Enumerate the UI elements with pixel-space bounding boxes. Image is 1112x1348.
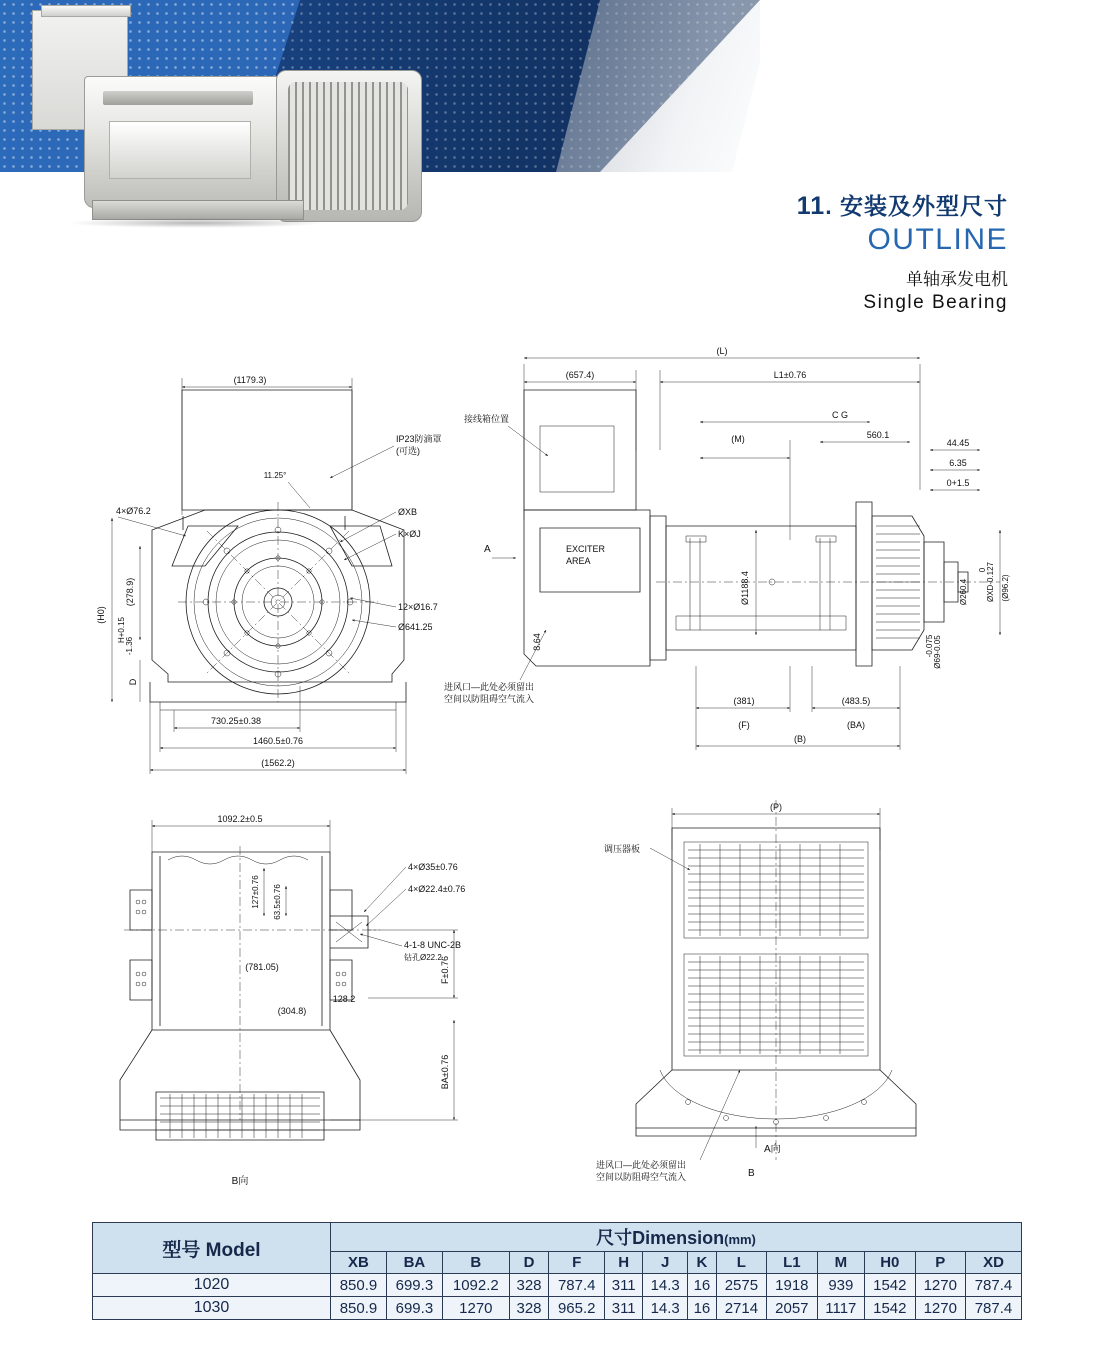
front-view [96, 375, 442, 774]
dim-h-upper: H+0.15 [117, 616, 126, 644]
generator-photo [26, 4, 426, 244]
table-header-row-1 [93, 1223, 1022, 1252]
label-641: Ø641.25 [398, 622, 433, 632]
cell-1020-l1: 1918 [767, 1274, 817, 1297]
outline-drawing-svg [0, 330, 1112, 1220]
side-view [444, 346, 1010, 750]
dim-657: (657.4) [565, 370, 595, 380]
subtitle-cn: 单轴承发电机 [906, 270, 1008, 289]
col-xd: XD [966, 1252, 1022, 1274]
col-j: J [643, 1252, 688, 1274]
dim-015: 0+1.5 [946, 478, 970, 488]
dim-1282: 128.2 [332, 994, 356, 1004]
cell-1020-m: 939 [817, 1274, 865, 1297]
cell-1030-xb: 850.9 [331, 1297, 387, 1320]
label-angle: 11.25° [263, 471, 287, 480]
dim-1092: 1092.2±0.5 [217, 814, 263, 824]
col-l: L [716, 1252, 766, 1274]
dim-1188: Ø1188.4 [740, 571, 750, 605]
dim-962: (Ø96.2) [1001, 574, 1010, 602]
dim-F-top: F±0.76 [440, 956, 450, 984]
cell-1030-b: 1270 [442, 1297, 509, 1320]
dimension-table [92, 1222, 1022, 1320]
cell-1020-f: 787.4 [549, 1274, 605, 1297]
label-A-arrow: A [484, 544, 491, 555]
dim-4445: 44.45 [946, 438, 970, 448]
subtitle-en: Single Bearing [863, 292, 1008, 313]
col-k: K [688, 1252, 717, 1274]
label-B-direction: B向 [231, 1176, 249, 1187]
cell-1020-xd: 787.4 [966, 1274, 1022, 1297]
header-dimension-text: 尺寸Dimension [596, 1228, 725, 1248]
rear-view [596, 800, 916, 1182]
note-inlet-2: 空间以防阻碍空气流入 [444, 694, 535, 704]
technical-drawing-area [0, 330, 1112, 1220]
header-model: 型号 Model [93, 1223, 331, 1274]
cell-1030-xd: 787.4 [966, 1297, 1022, 1320]
cell-1020-ba: 699.3 [386, 1274, 442, 1297]
dim-CG: C G [831, 410, 849, 420]
label-xb: ØXB [398, 507, 418, 517]
generator-body-graphic [84, 76, 304, 208]
col-f: F [549, 1252, 605, 1274]
dim-L1: L1±0.76 [773, 370, 807, 380]
dim-730: 730.25±0.38 [211, 716, 261, 726]
note-inlet-1: 进风口—此处必须留出 [444, 682, 535, 692]
dim-635-top: 63.5±0.76 [273, 884, 282, 920]
header-dimension-unit: (mm) [724, 1232, 756, 1247]
dim-BA-top: BA±0.76 [440, 1054, 450, 1090]
dim-3048: (304.8) [277, 1006, 307, 1016]
label-unc: 4-1-8 UNC-2B [404, 940, 462, 950]
col-xb: XB [331, 1252, 387, 1274]
header-dimension [331, 1223, 1022, 1252]
dim-560: 560.1 [866, 430, 890, 440]
cell-1030-h: 311 [605, 1297, 643, 1320]
cell-1020-l: 2575 [716, 1274, 766, 1297]
dim-1179: (1179.3) [233, 375, 267, 385]
cell-1030-d: 328 [509, 1297, 548, 1320]
col-ba: BA [386, 1252, 442, 1274]
dim-F: (F) [738, 720, 750, 730]
dim-h0: (H0) [96, 606, 106, 624]
table-row [93, 1297, 1022, 1320]
cell-1030-f: 965.2 [549, 1297, 605, 1320]
dim-XD-top: 0 [978, 567, 987, 573]
section-title-en: OUTLINE [867, 223, 1008, 256]
cell-1030-l: 2714 [716, 1297, 766, 1320]
label-A-direction: A向 [764, 1144, 781, 1155]
cell-1020-xb: 850.9 [331, 1274, 387, 1297]
cell-1030-j: 14.3 [643, 1297, 688, 1320]
dim-L: (L) [716, 346, 728, 356]
col-p: P [915, 1252, 965, 1274]
dim-h-lower: -1.36 [125, 636, 134, 656]
dim-d: D [128, 678, 138, 686]
generator-base-graphic [92, 200, 304, 220]
dim-2604: Ø260.4 [959, 578, 968, 606]
page-title-block [797, 188, 1008, 314]
label-4x76: 4×Ø76.2 [116, 506, 151, 516]
dim-P: (P) [770, 802, 782, 812]
section-number: 11 [796, 192, 826, 220]
cell-1030-ba: 699.3 [386, 1297, 442, 1320]
cell-1020-p: 1270 [915, 1274, 965, 1297]
note-rear-2: 空间以防阻碍空气流入 [596, 1172, 687, 1182]
cell-1030-k: 16 [688, 1297, 717, 1320]
label-terminal-box: 接线箱位置 [464, 414, 510, 424]
note-rear-1: 进风口—此处必须留出 [596, 1160, 687, 1170]
label-ip23: IP23防滴罩 [396, 434, 442, 444]
col-b: B [442, 1252, 509, 1274]
col-h0: H0 [865, 1252, 915, 1274]
cell-1020-h: 311 [605, 1274, 643, 1297]
page-title-cn [797, 188, 1008, 221]
dim-781: (781.05) [245, 962, 279, 972]
label-exciter-2: AREA [566, 556, 591, 566]
dim-1460: 1460.5±0.76 [253, 736, 303, 746]
col-h: H [605, 1252, 643, 1274]
cell-1030-p: 1270 [915, 1297, 965, 1320]
cell-1030-l1: 2057 [767, 1297, 817, 1320]
cell-1020-h0: 1542 [865, 1274, 915, 1297]
dim-4835: (483.5) [841, 696, 871, 706]
label-drill: 钻孔Ø22.2 [404, 953, 442, 962]
col-m: M [817, 1252, 865, 1274]
dim-69-top: -0.075 [925, 634, 934, 658]
dim-381: (381) [733, 696, 755, 706]
photo-shadow [66, 218, 326, 228]
label-kxj: K×ØJ [398, 529, 421, 539]
cell-1030-m: 1117 [817, 1297, 865, 1320]
label-B-rear: B [748, 1168, 755, 1179]
dimension-table-wrap [92, 1222, 1022, 1320]
top-view [120, 814, 465, 1187]
label-4x224: 4×Ø22.4±0.76 [408, 884, 466, 894]
label-ip23-2: (可选) [396, 446, 420, 456]
cell-model-1030: 1030 [93, 1297, 331, 1320]
col-d: D [509, 1252, 548, 1274]
cell-1020-d: 328 [509, 1274, 548, 1297]
cell-1020-b: 1092.2 [442, 1274, 509, 1297]
dim-XD: ØXD-0.127 [986, 561, 995, 603]
dim-M: (M) [731, 434, 745, 444]
dim-635: 6.35 [949, 458, 967, 468]
label-exciter-1: EXCITER [566, 544, 606, 554]
dim-BA: (BA) [847, 720, 865, 730]
table-row [93, 1274, 1022, 1297]
dim-278: (278.9) [125, 577, 135, 607]
label-4x35: 4×Ø35±0.76 [408, 862, 458, 872]
section-title-cn: . 安装及外型尺寸 [825, 193, 1008, 219]
cell-1020-j: 14.3 [643, 1274, 688, 1297]
label-12x167: 12×Ø16.7 [398, 602, 438, 612]
cell-1030-h0: 1542 [865, 1297, 915, 1320]
dim-69: Ø69-0.05 [933, 635, 942, 669]
label-avr: 调压器板 [604, 844, 641, 854]
dim-864: 8.64 [532, 633, 542, 651]
col-l1: L1 [767, 1252, 817, 1274]
dim-127: 127±0.76 [251, 875, 260, 909]
dim-1562: (1562.2) [261, 758, 295, 768]
cell-1020-k: 16 [688, 1274, 717, 1297]
dim-B: (B) [794, 734, 806, 744]
cell-model-1020: 1020 [93, 1274, 331, 1297]
generator-grill-graphic [288, 82, 408, 210]
